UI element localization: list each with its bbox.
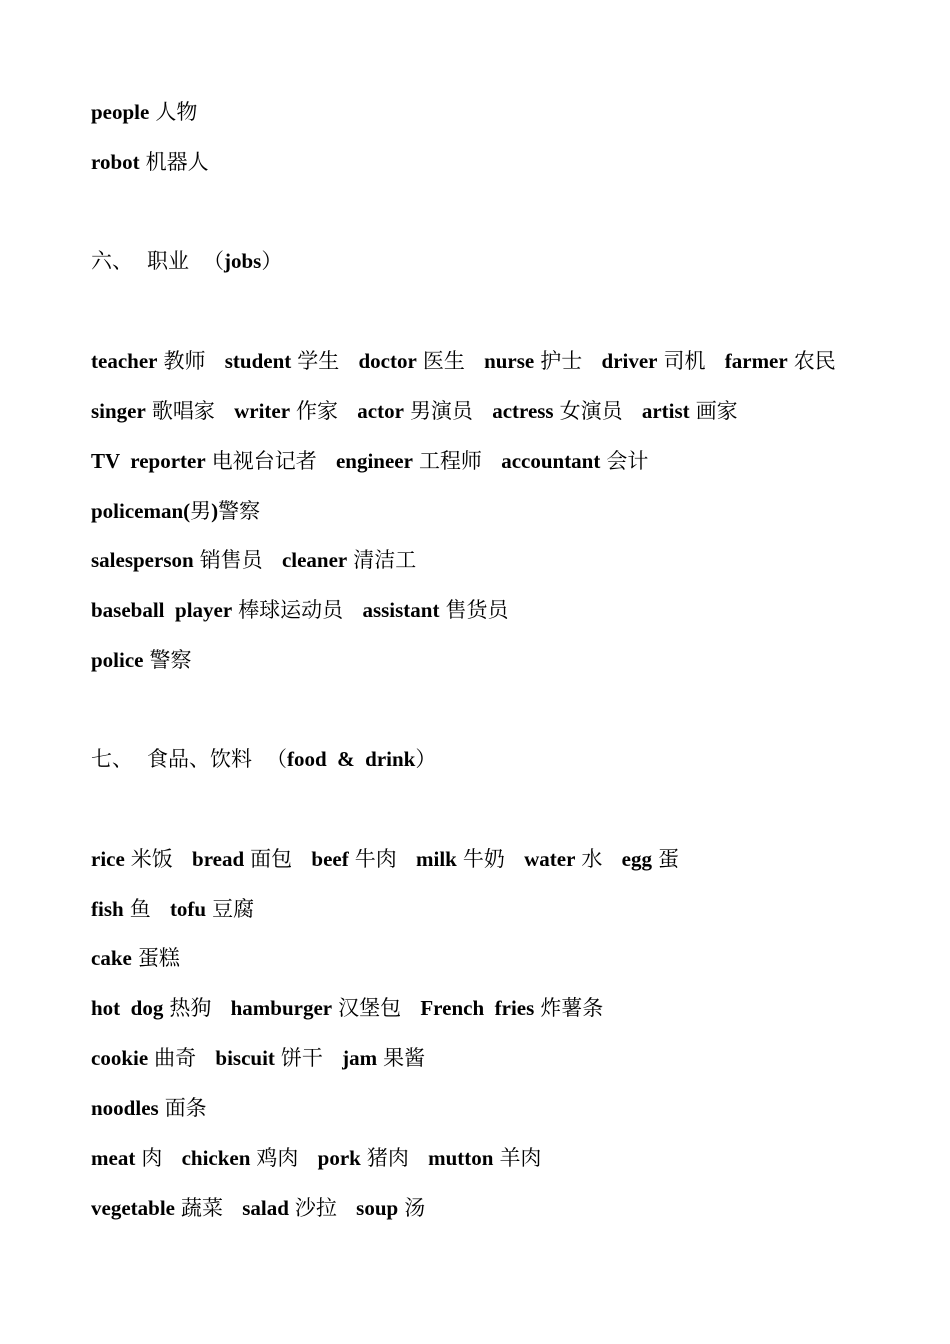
vocab-line — [91, 396, 738, 426]
vocab-line — [91, 97, 197, 127]
chinese-meaning: 售货员 — [445, 598, 509, 622]
chinese-meaning: 蛋糕 — [137, 946, 180, 970]
chinese-meaning: 会计 — [606, 449, 649, 473]
section-heading-food-drink — [91, 744, 436, 774]
english-word: tofu — [169, 897, 207, 921]
chinese-meaning: 画家 — [695, 399, 738, 423]
english-word: fish — [91, 897, 124, 921]
chinese-meaning: 农民 — [793, 349, 836, 373]
chinese-meaning: 女演员 — [559, 399, 623, 423]
english-word: bread — [192, 847, 245, 871]
chinese-meaning: 饼干 — [280, 1046, 323, 1070]
english-word: singer — [91, 399, 146, 423]
english-word: chicken — [181, 1146, 251, 1170]
vocab-line — [91, 894, 254, 924]
vocab-line — [91, 645, 192, 675]
english-word: artist — [641, 399, 690, 423]
english-word: writer — [234, 399, 291, 423]
section-heading-jobs — [91, 246, 282, 276]
english-word: noodles — [91, 1096, 159, 1120]
chinese-meaning: 米饭 — [130, 847, 173, 871]
english-word: hamburger — [230, 996, 333, 1020]
chinese-meaning: 警察 — [149, 648, 192, 672]
section-title: 食品、饮料 — [147, 747, 252, 771]
chinese-meaning: 猪肉 — [366, 1146, 409, 1170]
section-number: 七、 — [91, 747, 133, 771]
english-word: salesperson — [91, 548, 194, 572]
chinese-meaning: 教师 — [163, 349, 206, 373]
vocab-line — [91, 147, 209, 177]
english-word: salad — [242, 1196, 289, 1220]
chinese-meaning: 鱼 — [129, 897, 151, 921]
english-word: actor — [357, 399, 404, 423]
chinese-meaning: 蛋 — [657, 847, 679, 871]
section-title: 职业 — [147, 249, 189, 273]
chinese-meaning: 清洁工 — [353, 548, 417, 572]
section-title-english: food & drink — [287, 747, 416, 771]
vocab-line — [91, 1193, 425, 1223]
chinese-meaning: 豆腐 — [212, 897, 255, 921]
english-word: soup — [356, 1196, 399, 1220]
chinese-meaning: 热狗 — [169, 996, 212, 1020]
chinese-meaning: 牛肉 — [354, 847, 397, 871]
chinese-meaning: 肉 — [141, 1146, 163, 1170]
vocab-line — [91, 1093, 207, 1123]
chinese-meaning: 歌唱家 — [151, 399, 215, 423]
section-title-english: jobs — [224, 249, 262, 273]
english-word: driver — [601, 349, 658, 373]
english-word: baseball player — [91, 598, 233, 622]
chinese-meaning: 电视台记者 — [211, 449, 317, 473]
vocab-line — [91, 446, 648, 476]
english-word: student — [224, 349, 292, 373]
paren-open: （ — [203, 249, 224, 273]
chinese-meaning: 男演员 — [409, 399, 473, 423]
vocab-line — [91, 993, 603, 1023]
chinese-meaning: 机器人 — [145, 150, 209, 174]
chinese-meaning: 羊肉 — [499, 1146, 542, 1170]
vocab-line — [91, 1043, 425, 1073]
chinese-meaning: 学生 — [297, 349, 340, 373]
chinese-meaning: 警察 — [218, 499, 261, 523]
english-word: beef — [311, 847, 349, 871]
chinese-meaning: 面包 — [250, 847, 293, 871]
vocab-line — [91, 346, 836, 376]
chinese-meaning: 工程师 — [418, 449, 482, 473]
english-word: milk — [416, 847, 457, 871]
english-word: policeman( — [91, 499, 191, 523]
english-word: accountant — [501, 449, 601, 473]
english-word: robot — [91, 150, 140, 174]
chinese-meaning: 人物 — [155, 100, 198, 124]
english-word: cookie — [91, 1046, 149, 1070]
english-word: cleaner — [281, 548, 348, 572]
english-word: French fries — [420, 996, 535, 1020]
english-word: cake — [91, 946, 132, 970]
chinese-meaning: 牛奶 — [462, 847, 505, 871]
english-word: people — [91, 100, 150, 124]
english-word: rice — [91, 847, 125, 871]
chinese-meaning: 汉堡包 — [338, 996, 402, 1020]
vocab-line — [91, 844, 679, 874]
chinese-meaning: 面条 — [164, 1096, 207, 1120]
vocab-line — [91, 943, 180, 973]
chinese-meaning: 蔬菜 — [180, 1196, 223, 1220]
chinese-meaning: 果酱 — [383, 1046, 426, 1070]
english-word: water — [524, 847, 576, 871]
english-word: biscuit — [215, 1046, 275, 1070]
paren-open: （ — [266, 747, 287, 771]
section-number: 六、 — [91, 249, 133, 273]
chinese-meaning: 鸡肉 — [256, 1146, 299, 1170]
english-word: egg — [621, 847, 652, 871]
chinese-meaning: 司机 — [663, 349, 706, 373]
chinese-meaning: 男 — [190, 499, 212, 523]
english-word: mutton — [428, 1146, 494, 1170]
english-word: teacher — [91, 349, 158, 373]
english-word: TV reporter — [91, 449, 206, 473]
english-word: assistant — [362, 598, 440, 622]
english-word: hot dog — [91, 996, 164, 1020]
chinese-meaning: 棒球运动员 — [238, 598, 344, 622]
chinese-meaning: 医生 — [422, 349, 465, 373]
vocab-line — [91, 496, 260, 526]
english-word: meat — [91, 1146, 136, 1170]
english-word: jam — [342, 1046, 378, 1070]
english-word: police — [91, 648, 144, 672]
chinese-meaning: 曲奇 — [154, 1046, 197, 1070]
paren-close: ） — [261, 249, 283, 273]
chinese-meaning: 作家 — [296, 399, 339, 423]
chinese-meaning: 销售员 — [199, 548, 263, 572]
chinese-meaning: 汤 — [404, 1196, 426, 1220]
english-word: pork — [317, 1146, 361, 1170]
chinese-meaning: 水 — [581, 847, 603, 871]
english-word: nurse — [484, 349, 535, 373]
chinese-meaning: 沙拉 — [294, 1196, 337, 1220]
chinese-meaning: 炸薯条 — [540, 996, 604, 1020]
vocab-line — [91, 1143, 541, 1173]
vocab-line — [91, 595, 508, 625]
english-word: actress — [492, 399, 554, 423]
english-word: ) — [211, 499, 219, 523]
english-word: vegetable — [91, 1196, 175, 1220]
chinese-meaning: 护士 — [540, 349, 583, 373]
english-word: farmer — [724, 349, 788, 373]
english-word: engineer — [335, 449, 413, 473]
vocab-line — [91, 545, 416, 575]
paren-close: ） — [415, 747, 437, 771]
english-word: doctor — [358, 349, 417, 373]
